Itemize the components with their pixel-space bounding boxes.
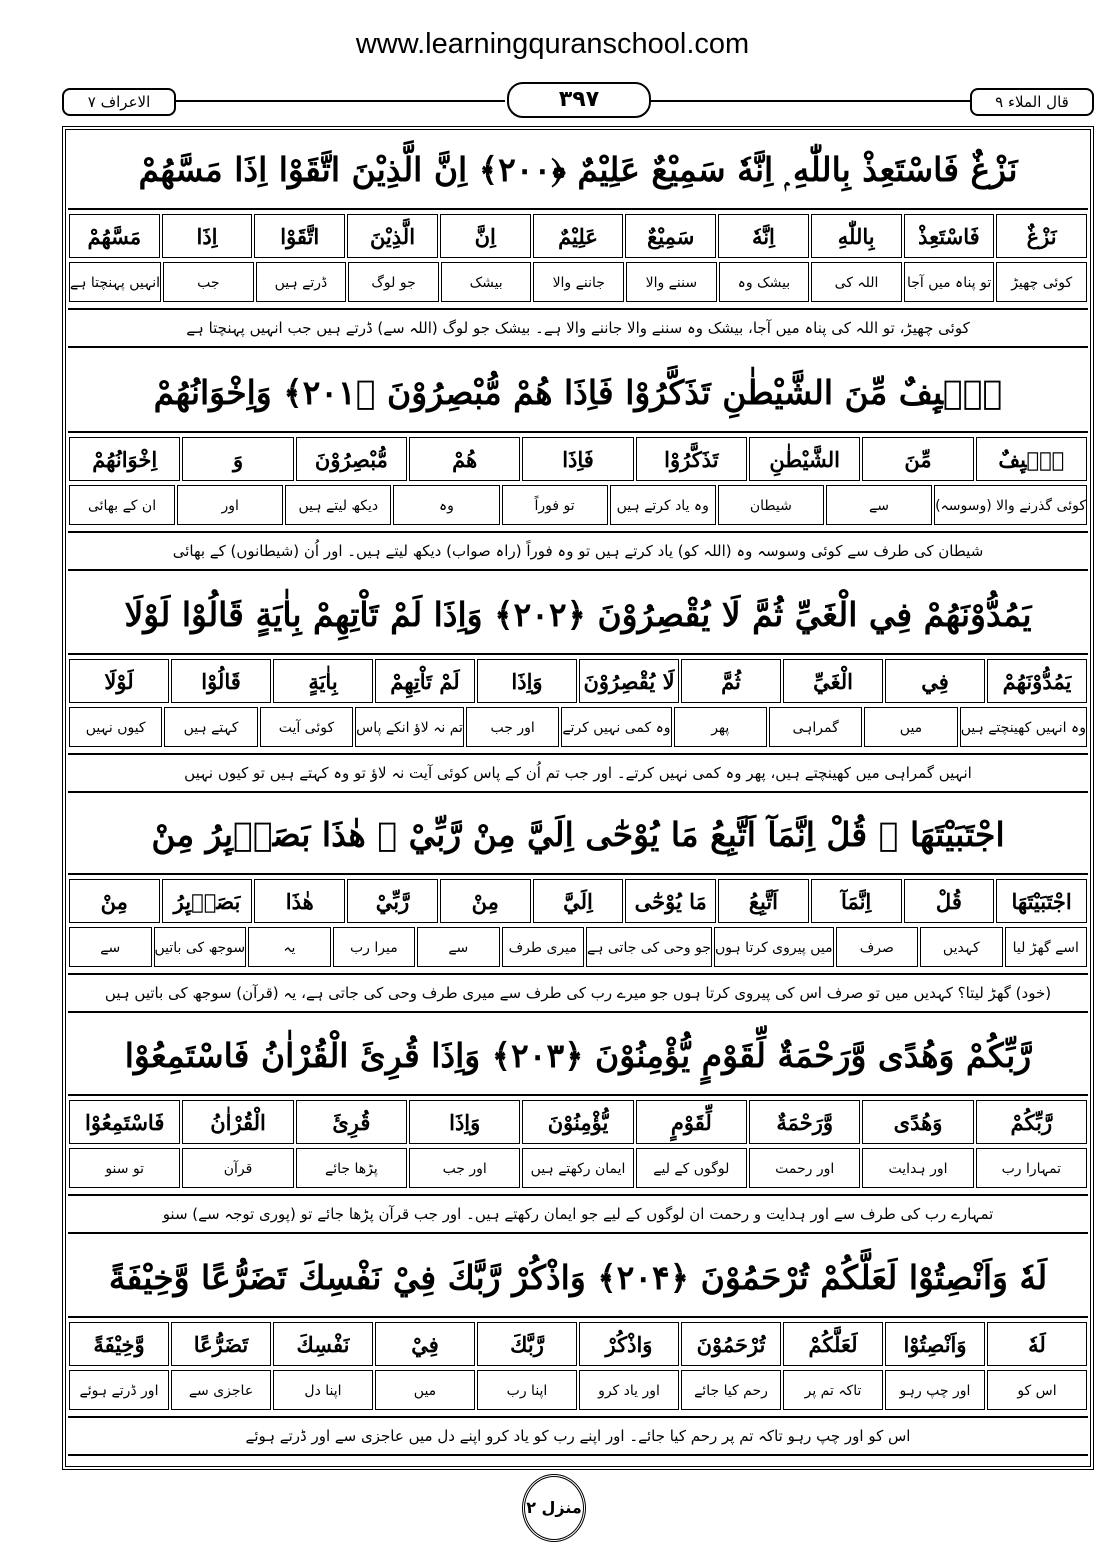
word-arabic: فَاِذَا	[522, 437, 633, 481]
word-meaning: رحم کیا جائے	[681, 1370, 781, 1410]
word-arabic: فَاسْتَمِعُوْا	[69, 1100, 180, 1144]
word-arabic: مِنْ	[440, 879, 531, 923]
word-meaning: اپنا رب	[477, 1370, 577, 1410]
word-row-arabic	[68, 214, 1088, 258]
word-arabic: عَلِيْمٌ	[533, 214, 624, 258]
word-arabic: الَّذِيْنَ	[347, 214, 438, 258]
word-meaning: وہ انہیں کھینچتے ہیں	[960, 707, 1087, 747]
word-arabic: اَتَّبِعُ	[718, 879, 809, 923]
word-arabic: مَسَّهُمْ	[69, 214, 160, 258]
header-rule-left	[174, 100, 505, 102]
word-arabic: اِنَّمَآ	[811, 879, 902, 923]
word-arabic: الشَّيْطٰنِ	[749, 437, 860, 481]
word-arabic: الْغَيِّ	[783, 659, 883, 703]
word-arabic: بَصَاۗىِٕرُ	[162, 879, 253, 923]
word-meaning: اور ڈرتے ہوئے	[69, 1370, 169, 1410]
word-meaning: پھر	[674, 707, 767, 747]
word-arabic: اِخْوَانُهُمْ	[69, 437, 180, 481]
word-arabic: هٰذَا	[254, 879, 345, 923]
word-arabic: وَهُدًى	[862, 1100, 973, 1144]
translation-line: تمہارے رب کی طرف سے اور ہدایت و رحمت ان لوگوں کے لیے جو ایمان رکھتے ہیں۔ اور جب قرآن پڑھا جائے تو (پوری توجہ سے) سنو	[68, 1194, 1088, 1234]
word-meaning: یہ	[248, 927, 330, 967]
word-arabic: لَعَلَّكُمْ	[783, 1322, 883, 1366]
word-meaning: اور جب	[466, 707, 559, 747]
word-meaning: سے	[417, 927, 499, 967]
word-meaning: میری طرف	[502, 927, 584, 967]
word-arabic: سَمِيْعٌ	[625, 214, 716, 258]
word-arabic: يُّؤْمِنُوْنَ	[522, 1100, 633, 1144]
word-arabic: الْقُرْاٰنُ	[182, 1100, 293, 1144]
word-arabic: اجْتَبَيْتَهَا	[996, 879, 1087, 923]
word-meaning: بیشک	[441, 262, 532, 302]
word-meaning: اور جب	[409, 1148, 520, 1188]
word-arabic: بِاللّٰهِ	[811, 214, 902, 258]
word-arabic: يَمُدُّوْنَهُمْ	[987, 659, 1087, 703]
word-meaning: انہیں پہنچتا ہے	[69, 262, 161, 302]
word-meaning: کوئی چھیڑ	[996, 262, 1087, 302]
word-meaning: اور ہدایت	[862, 1148, 973, 1188]
word-meaning: تو سنو	[69, 1148, 180, 1188]
word-meaning: اور چپ رہو	[885, 1370, 985, 1410]
word-meaning: بیشک وہ	[719, 262, 810, 302]
word-row-urdu	[68, 485, 1088, 525]
word-meaning: کوئی آیت	[260, 707, 353, 747]
word-meaning: جو وحی کی جاتی ہے	[586, 927, 712, 967]
word-arabic: نَزْغٌ	[996, 214, 1087, 258]
word-row-urdu	[68, 1370, 1088, 1410]
word-meaning: تم نہ لاؤ انکے پاس	[355, 707, 464, 747]
translation-line: اس کو اور چپ رہو تاکہ تم پر رحم کیا جائے۔ اور اپنے رب کو یاد کرو اپنے دل میں عاجزی سے اور ڈرتے ہوئے	[68, 1416, 1088, 1456]
word-meaning: اور	[177, 485, 283, 525]
word-meaning: اپنا دل	[273, 1370, 373, 1410]
word-meaning: اللہ کی	[811, 262, 902, 302]
word-meaning: وہ	[393, 485, 499, 525]
word-arabic: لَهٗ	[987, 1322, 1087, 1366]
ayah-text: رَّبِّكُمْ وَهُدًى وَّرَحْمَةٌ لِّقَوْمٍ يُّؤْمِنُوْنَ ﴿۲۰۳﴾ وَاِذَا قُرِئَ الْقُرْاٰنُ فَاسْتَمِعُوْا	[68, 1018, 1088, 1096]
word-arabic: وَاِذَا	[409, 1100, 520, 1144]
word-arabic: رَّبِّيْ	[347, 879, 438, 923]
ayah-text: طٰۗىِٕفٌ مِّنَ الشَّيْطٰنِ تَذَكَّرُوْا فَاِذَا هُمْ مُّبْصِرُوْنَ ﴿۲۰۱﴾ وَاِخْوَانُهُمْ	[68, 355, 1088, 433]
word-meaning: وہ کمی نہیں کرتے	[561, 707, 671, 747]
word-arabic: قُلْ	[904, 879, 995, 923]
word-arabic: وَاِذَا	[477, 659, 577, 703]
word-arabic: رَّبَّكَ	[477, 1322, 577, 1366]
word-meaning: صرف	[836, 927, 918, 967]
word-arabic: قَالُوْا	[171, 659, 271, 703]
word-arabic: وَّرَحْمَةٌ	[749, 1100, 860, 1144]
word-meaning: قرآن	[182, 1148, 293, 1188]
word-arabic: رَّبِّكُمْ	[976, 1100, 1087, 1144]
word-arabic: ثُمَّ	[681, 659, 781, 703]
ayah-text: اجْتَبَيْتَهَا ۭ قُلْ اِنَّمَآ اَتَّبِعُ مَا يُوْحٰٓى اِلَيَّ مِنْ رَّبِّيْ ۚ هٰذَا بَصَاۗىِٕرُ مِنْ	[68, 797, 1088, 875]
word-arabic: فَاسْتَعِذْ	[904, 214, 995, 258]
word-arabic: هُمْ	[409, 437, 520, 481]
word-meaning: تاکہ تم پر	[783, 1370, 883, 1410]
word-meaning: جاننے والا	[533, 262, 624, 302]
juz-label: قال الملاء ۹	[970, 88, 1094, 116]
word-arabic: لِّقَوْمٍ	[636, 1100, 747, 1144]
word-arabic: اِنَّهٗ	[718, 214, 809, 258]
word-arabic: بِاٰيَةٍ	[273, 659, 373, 703]
word-meaning: جو لوگ	[348, 262, 439, 302]
surah-label: الاعراف ۷	[62, 88, 176, 116]
header-rule-right	[649, 100, 974, 102]
word-arabic: وَ	[182, 437, 293, 481]
page-number: ۳۹۷	[507, 82, 651, 118]
word-arabic: نَفْسِكَ	[273, 1322, 373, 1366]
ayah-text: نَزْغٌ فَاسْتَعِذْ بِاللّٰهِ ۭ اِنَّهٗ سَمِيْعٌ عَلِيْمٌ ﴿۲۰۰﴾ اِنَّ الَّذِيْنَ اتَّقَوْا اِذَا مَسَّهُمْ	[68, 132, 1088, 210]
word-arabic: مِّنَ	[862, 437, 973, 481]
word-meaning: اور رحمت	[749, 1148, 860, 1188]
word-meaning: وہ یاد کرتے ہیں	[610, 485, 716, 525]
word-row-urdu	[68, 262, 1088, 302]
word-arabic: اِذَا	[162, 214, 253, 258]
word-meaning: پڑھا جائے	[296, 1148, 407, 1188]
word-arabic: مَا يُوْحٰٓى	[625, 879, 716, 923]
word-meaning: ڈرتے ہیں	[256, 262, 347, 302]
word-meaning: دیکھ لیتے ہیں	[285, 485, 391, 525]
word-row-arabic	[68, 879, 1088, 923]
word-meaning: میں	[375, 1370, 475, 1410]
word-arabic: تُرْحَمُوْنَ	[681, 1322, 781, 1366]
word-row-arabic	[68, 437, 1088, 481]
word-meaning: تمہارا رب	[976, 1148, 1087, 1188]
page-footer	[0, 1474, 1105, 1544]
word-meaning: میں پیروی کرتا ہوں	[714, 927, 834, 967]
word-meaning: کیوں نہیں	[69, 707, 162, 747]
word-meaning: سے	[826, 485, 932, 525]
word-meaning: عاجزی سے	[171, 1370, 271, 1410]
word-arabic: تَضَرُّعًا	[171, 1322, 271, 1366]
word-meaning: تو پناہ میں آجا	[904, 262, 995, 302]
page-header	[62, 80, 1094, 118]
word-row-arabic	[68, 1100, 1088, 1144]
word-arabic: اتَّقَوْا	[254, 214, 345, 258]
word-meaning: میرا رب	[333, 927, 415, 967]
word-meaning: ایمان رکھتے ہیں	[522, 1148, 633, 1188]
word-meaning: سننے والا	[626, 262, 717, 302]
word-arabic: فِي	[885, 659, 985, 703]
word-meaning: میں	[864, 707, 957, 747]
word-arabic: طٰۗىِٕفٌ	[976, 437, 1087, 481]
word-meaning: اس کو	[987, 1370, 1087, 1410]
translation-line: انہیں گمراہی میں کھینچتے ہیں، پھر وہ کمی نہیں کرتے۔ اور جب تم اُن کے پاس کوئی آیت نہ لاؤ تو وہ کہتے ہیں تو کیوں نہیں	[68, 753, 1088, 793]
word-meaning: لوگوں کے لیے	[636, 1148, 747, 1188]
word-arabic: لَمْ تَاْتِهِمْ	[375, 659, 475, 703]
word-arabic: تَذَكَّرُوْا	[636, 437, 747, 481]
word-row-urdu	[68, 927, 1088, 967]
word-row-arabic	[68, 659, 1088, 703]
word-arabic: قُرِئَ	[296, 1100, 407, 1144]
word-meaning: اور یاد کرو	[579, 1370, 679, 1410]
word-arabic: وَاَنْصِتُوْا	[885, 1322, 985, 1366]
word-meaning: کوئی گذرنے والا (وسوسہ)	[934, 485, 1087, 525]
word-row-urdu	[68, 707, 1088, 747]
translation-line: (خود) گھڑ لیتا؟ کہدیں میں تو صرف اس کی پیروی کرتا ہوں جو میرے رب کی طرف سے میری طرف وحی کی جاتی ہے، یہ (قرآن) سوجھ کی باتیں ہیں	[68, 973, 1088, 1013]
word-arabic: اِلَيَّ	[533, 879, 624, 923]
word-meaning: سوجھ کی باتیں	[154, 927, 247, 967]
word-meaning: گمراہی	[769, 707, 862, 747]
word-row-arabic	[68, 1322, 1088, 1366]
ayah-text: لَهٗ وَاَنْصِتُوْا لَعَلَّكُمْ تُرْحَمُوْنَ ﴿۲۰۴﴾ وَاذْكُرْ رَّبَّكَ فِيْ نَفْسِكَ تَضَرُّعًا وَّخِيْفَةً	[68, 1240, 1088, 1318]
word-meaning: شیطان	[718, 485, 824, 525]
word-arabic: لَا يُقْصِرُوْنَ	[579, 659, 679, 703]
word-arabic: وَّخِيْفَةً	[69, 1322, 169, 1366]
translation-line: شیطان کی طرف سے کوئی وسوسہ وہ (اللہ کو) یاد کرتے ہیں تو وہ فوراً (راہ صواب) دیکھ لیتے ہیں۔ اور اُن (شیطانوں) کے بھائی	[68, 531, 1088, 571]
manzil-badge: منزل ۲	[522, 1474, 586, 1542]
word-meaning: ان کے بھائی	[69, 485, 175, 525]
word-meaning: کہتے ہیں	[164, 707, 257, 747]
word-arabic: وَاذْكُرْ	[579, 1322, 679, 1366]
word-meaning: کہدیں	[920, 927, 1002, 967]
site-url: www.learningquranschool.com	[355, 28, 750, 60]
word-row-urdu	[68, 1148, 1088, 1188]
word-meaning: سے	[69, 927, 151, 967]
word-meaning: اسے گھڑ لیا	[1005, 927, 1087, 967]
word-meaning: تو فوراً	[502, 485, 608, 525]
word-meaning: جب	[163, 262, 254, 302]
word-arabic: اِنَّ	[440, 214, 531, 258]
translation-line: کوئی چھیڑ، تو اللہ کی پناہ میں آجا، بیشک وہ سننے والا جاننے والا ہے۔ بیشک جو لوگ (اللہ سے) ڈرتے ہیں جب انہیں پہنچتا ہے	[68, 308, 1088, 348]
word-arabic: لَوْلَا	[69, 659, 169, 703]
word-arabic: مِنْ	[69, 879, 160, 923]
ayah-text: يَمُدُّوْنَهُمْ فِي الْغَيِّ ثُمَّ لَا يُقْصِرُوْنَ ﴿۲۰۲﴾ وَاِذَا لَمْ تَاْتِهِمْ بِاٰيَةٍ قَالُوْا لَوْلَا	[68, 577, 1088, 655]
word-arabic: مُّبْصِرُوْنَ	[296, 437, 407, 481]
word-arabic: فِيْ	[375, 1322, 475, 1366]
